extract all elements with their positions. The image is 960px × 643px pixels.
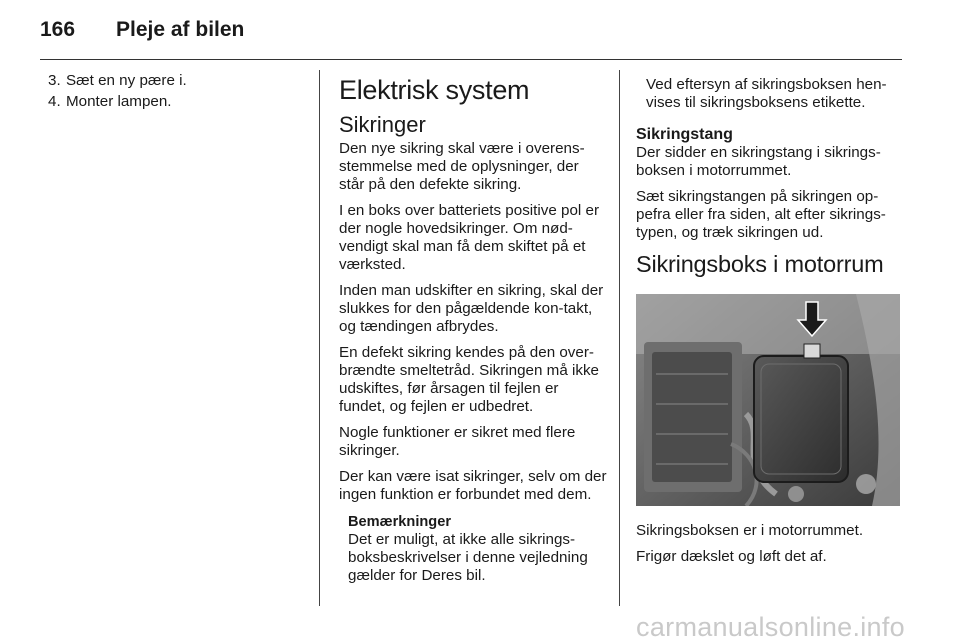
engine-fusebox-photo xyxy=(636,294,900,506)
subsection-title: Sikringer xyxy=(339,112,426,137)
page-number: 166 xyxy=(40,18,76,41)
note-text: Det er muligt, at ikke alle sikrings-boksbeskrivelser i denne vejledning gælder for Deres bil. xyxy=(348,531,588,584)
step-text: Sæt en ny pære i. xyxy=(66,72,187,89)
note-title: Bemærkninger xyxy=(348,514,451,530)
header-rule xyxy=(40,59,902,60)
paragraph: Frigør dækslet og løft det af. xyxy=(636,548,827,565)
tool-heading: Sikringstang xyxy=(636,126,733,143)
running-title: Pleje af bilen xyxy=(116,18,245,41)
step-number: 4. xyxy=(48,93,61,110)
paragraph: Sæt sikringstangen på sikringen op-pefra eller fra siden, alt efter sikrings-typen, og træk sikringen ud. xyxy=(636,188,886,241)
page-header xyxy=(0,0,960,62)
engine-fusebox-heading: Sikringsboks i motorrum xyxy=(636,251,884,277)
step-text: Monter lampen. xyxy=(66,93,172,110)
column-right xyxy=(636,76,906,574)
paragraph: I en boks over batteriets positive pol er der nogle hovedsikringer. Om nød-vendigt skal man få dem skiftet på et værksted. xyxy=(339,202,600,273)
column-middle xyxy=(339,72,607,585)
section-title: Elektrisk system xyxy=(339,75,530,105)
watermark: carmanualsonline.info xyxy=(636,612,905,642)
column-left xyxy=(48,72,303,114)
column-divider-2 xyxy=(619,70,620,606)
paragraph: Der kan være isat sikringer, selv om der ingen funktion er forbundet med dem. xyxy=(339,468,607,503)
step-item xyxy=(48,93,303,111)
photo-caption: Sikringsboksen er i motorrummet. xyxy=(636,522,864,539)
paragraph: Inden man udskifter en sikring, skal der slukkes for den pågældende kon-takt, og tændingen afbrydes. xyxy=(339,282,604,335)
step-number: 3. xyxy=(48,72,61,89)
paragraph: Nogle funktioner er sikret med flere sikringer. xyxy=(339,424,576,459)
paragraph: En defekt sikring kendes på den over-brændte smeltetråd. Sikringen må ikke udskiftes, før årsagen til fejlen er fundet, og fejlen er udbedret. xyxy=(339,344,599,415)
paragraph: Den nye sikring skal være i overens-stemmelse med de oplysninger, der står på den defekte sikring. xyxy=(339,140,585,193)
step-item xyxy=(48,72,303,90)
note-box xyxy=(339,514,607,585)
paragraph: Der sidder en sikringstang i sikrings-boksen i motorrummet. xyxy=(636,144,881,179)
column-divider-1 xyxy=(319,70,320,606)
paragraph: Ved eftersyn af sikringsboksen hen-vises til sikringsboksens etikette. xyxy=(646,76,887,111)
